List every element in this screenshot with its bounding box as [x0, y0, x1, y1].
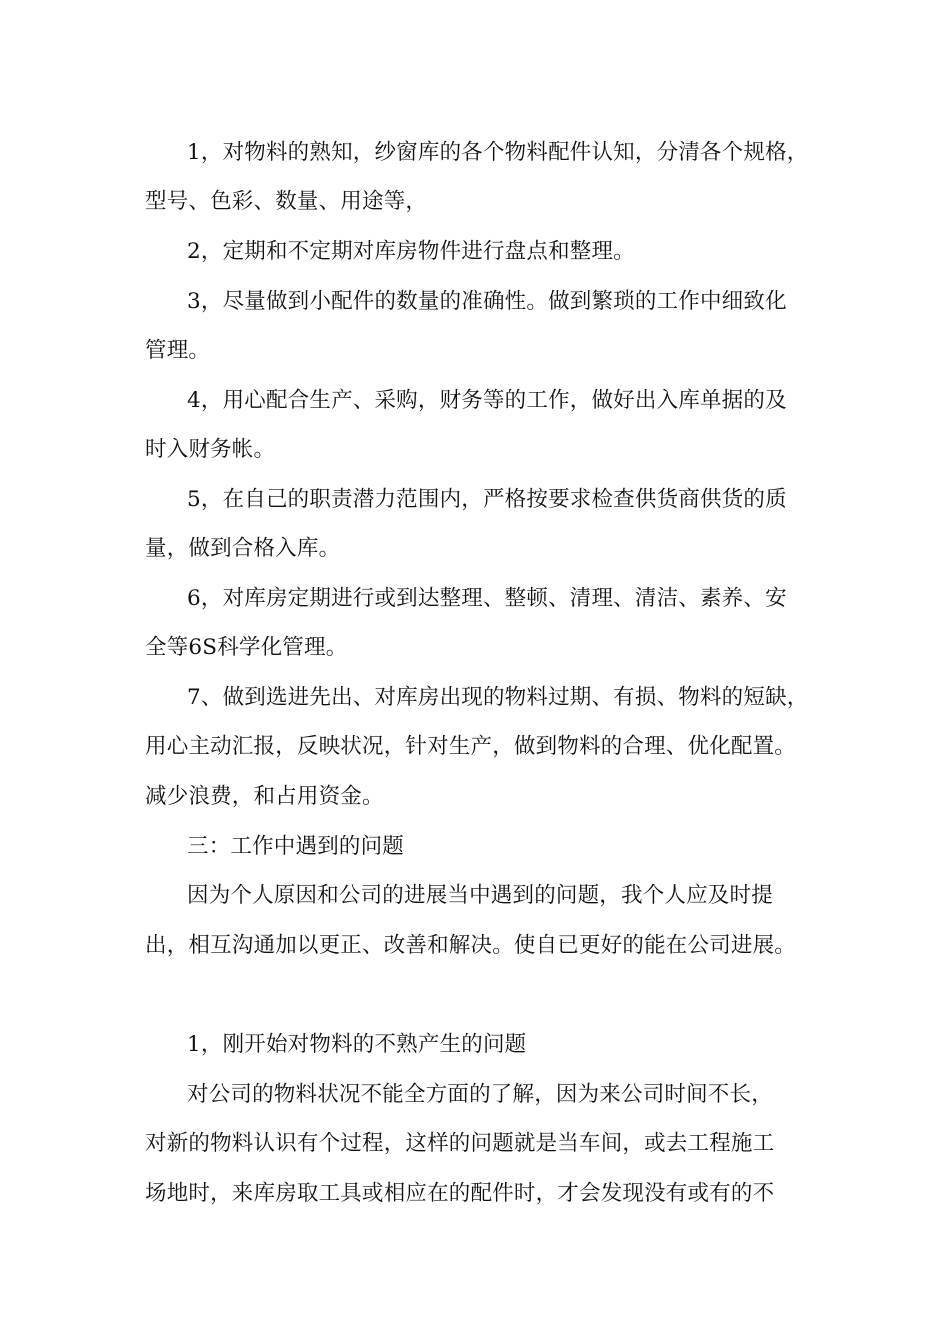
paragraph-5-line-1: 5，在自己的职责潜力范围内，严格按要求检查供货商供货的质 [187, 487, 787, 512]
section-heading: 三：工作中遇到的问题 [187, 834, 405, 859]
paragraph-9-line-2: 对新的物料认识有个过程，这样的问题就是当车间，或去工程施工 [145, 1131, 775, 1156]
paragraph-9-line-3: 场地时，来库房取工具或相应在的配件时，才会发现没有或有的不 [145, 1181, 775, 1206]
paragraph-7-line-3: 减少浪费，和占用资金。 [145, 784, 384, 809]
paragraph-9-line-1: 对公司的物料状况不能全方面的了解，因为来公司时间不长， [187, 1082, 773, 1107]
paragraph-8-line-2: 出，相互沟通加以更正、改善和解决。使自已更好的能在公司进展。 [145, 933, 797, 958]
paragraph-4-line-2: 时入财务帐。 [145, 437, 276, 462]
subheading-1: 1，刚开始对物料的不熟产生的问题 [187, 1032, 527, 1057]
paragraph-3-line-2: 管理。 [145, 338, 211, 363]
paragraph-1-line-1: 1，对物料的熟知，纱窗库的各个物料配件认知，分清各个规格， [187, 140, 809, 165]
paragraph-3-line-1: 3，尽量做到小配件的数量的准确性。做到繁琐的工作中细致化 [187, 289, 787, 314]
paragraph-4-line-1: 4，用心配合生产、采购，财务等的工作，做好出入库单据的及 [187, 388, 787, 413]
paragraph-1-line-2: 型号、色彩、数量、用途等， [145, 189, 428, 214]
paragraph-2-line-1: 2，定期和不定期对库房物件进行盘点和整理。 [187, 239, 635, 264]
paragraph-8-line-1: 因为个人原因和公司的进展当中遇到的问题，我个人应及时提 [187, 883, 773, 908]
paragraph-7-line-1: 7、做到选进先出、对库房出现的物料过期、有损、物料的短缺， [187, 685, 809, 710]
paragraph-7-line-2: 用心主动汇报，反映状况，针对生产，做到物料的合理、优化配置。 [145, 734, 797, 759]
paragraph-5-line-2: 量，做到合格入库。 [145, 536, 341, 561]
paragraph-6-line-2: 全等6S科学化管理。 [145, 635, 348, 660]
paragraph-6-line-1: 6，对库房定期进行或到达整理、整顿、清理、清洁、素养、安 [187, 586, 787, 611]
